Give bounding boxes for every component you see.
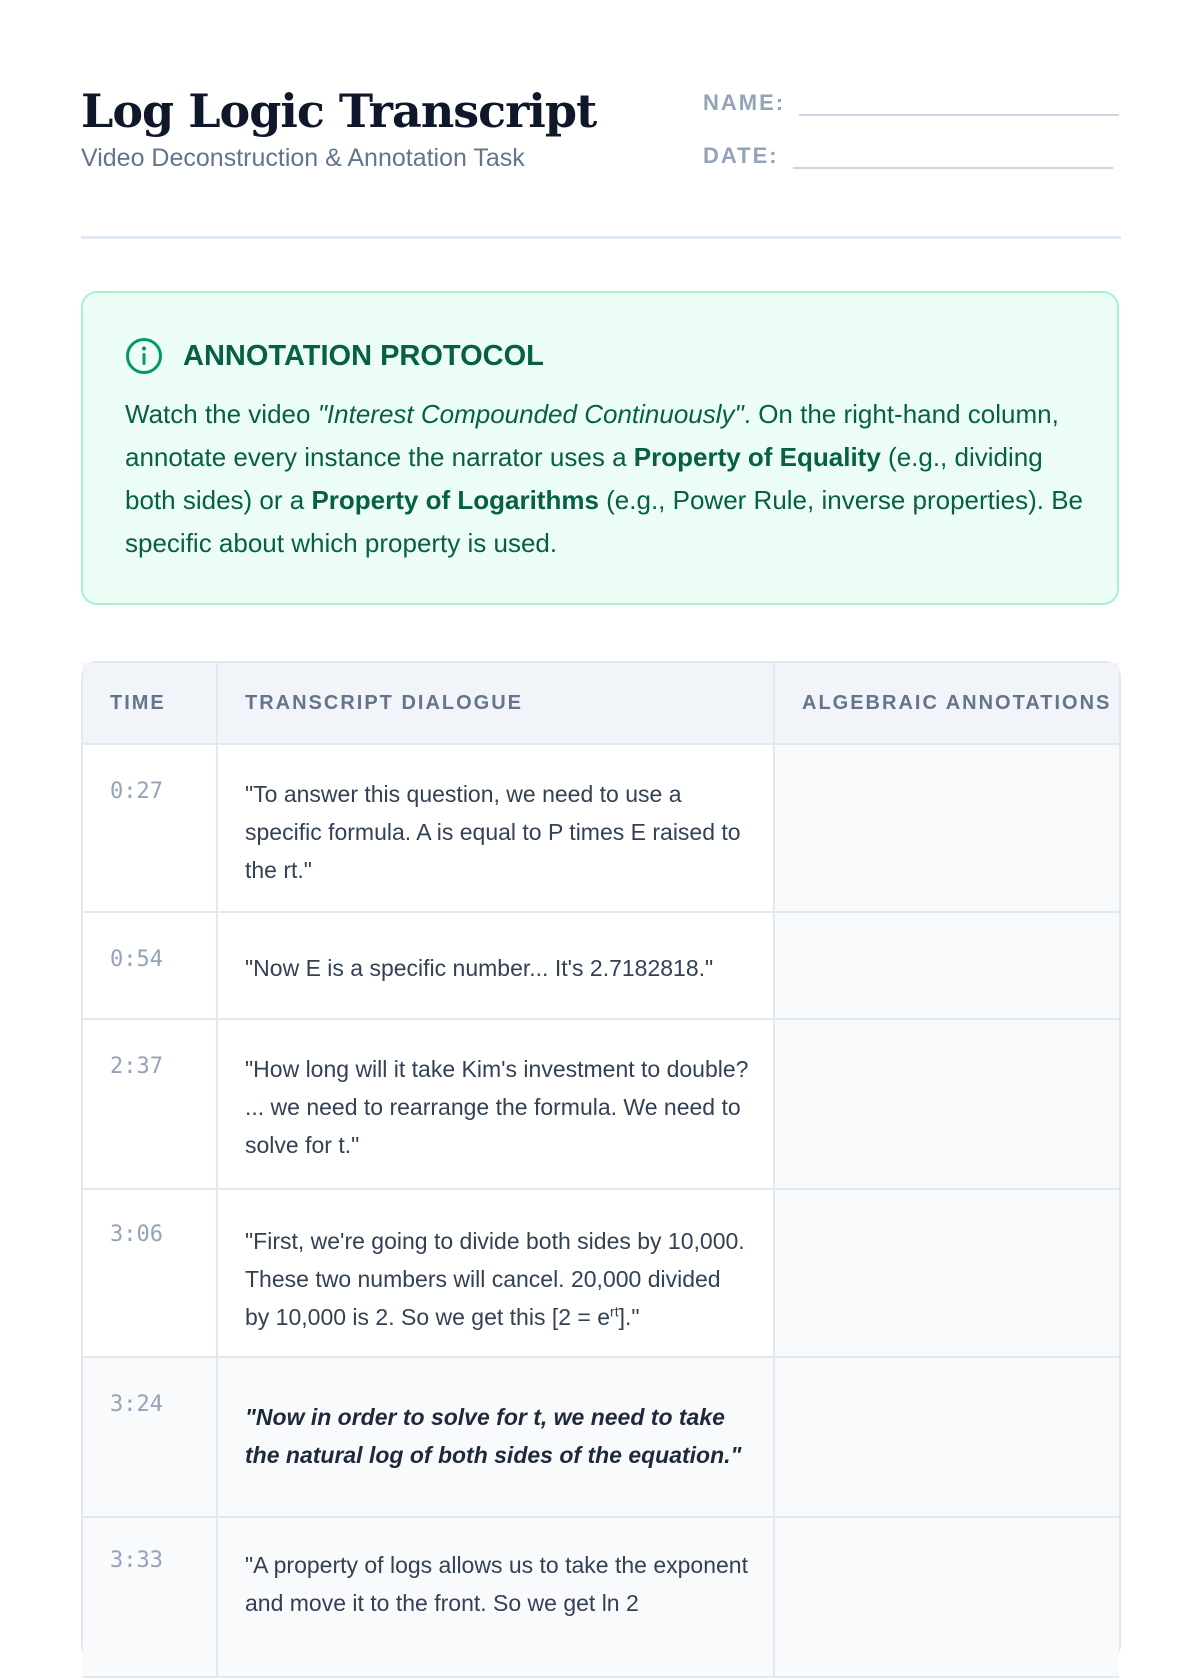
annotation-cell[interactable] (774, 744, 1119, 912)
protocol-text-2: . On the right-hand column, annotate every instance the narrator uses a (125, 399, 1059, 472)
col-header-annotations: ALGEBRAIC ANNOTATIONS (774, 663, 1119, 744)
timestamp: 2:37 (83, 1019, 217, 1189)
page-subtitle: Video Deconstruction & Annotation Task (81, 144, 525, 172)
date-field-row (703, 143, 1113, 169)
transcript-table (81, 661, 1121, 1661)
protocol-text-3: (e.g., dividing both sides) or a (125, 442, 1043, 515)
col-header-time: TIME (83, 663, 217, 744)
timestamp: 3:24 (83, 1357, 217, 1517)
table-row (83, 1019, 1119, 1189)
date-label: DATE: (703, 143, 779, 168)
col-header-transcript: TRANSCRIPT DIALOGUE (217, 663, 774, 744)
name-field[interactable] (799, 92, 1119, 116)
property-of-logarithms: Property of Logarithms (311, 485, 599, 515)
table-row (83, 744, 1119, 912)
annotation-protocol-box (81, 291, 1119, 605)
transcript-cell: "How long will it take Kim's investment to double? ... we need to rearrange the formula. We need to solve for t." (217, 1019, 774, 1189)
protocol-header (125, 337, 544, 375)
transcript-cell: "Now E is a specific number... It's 2.7182818." (217, 912, 774, 1019)
header (81, 80, 1121, 239)
property-of-equality: Property of Equality (633, 442, 881, 472)
info-icon (125, 337, 163, 375)
transcript-cell: "Now in order to solve for t, we need to take the natural log of both sides of the equation." (217, 1357, 774, 1517)
exponent: rt (610, 1303, 619, 1320)
transcript-text-end: ]." (618, 1304, 640, 1330)
protocol-title: ANNOTATION PROTOCOL (183, 339, 544, 372)
timestamp: 3:06 (83, 1189, 217, 1357)
table-row (83, 1189, 1119, 1357)
timestamp: 3:33 (83, 1517, 217, 1677)
name-field-row (703, 90, 1119, 116)
annotation-cell[interactable] (774, 1189, 1119, 1357)
table-row (83, 1357, 1119, 1517)
protocol-text-4: (e.g., Power Rule, inverse properties). Be specific about which property is used. (125, 485, 1084, 558)
annotation-cell[interactable] (774, 1517, 1119, 1677)
name-label: NAME: (703, 90, 786, 115)
annotation-cell[interactable] (774, 1357, 1119, 1517)
video-title: "Interest Compounded Continuously" (317, 399, 744, 429)
table-row (83, 1517, 1119, 1677)
timestamp: 0:54 (83, 912, 217, 1019)
annotation-cell[interactable] (774, 912, 1119, 1019)
date-field[interactable] (793, 145, 1113, 169)
transcript-cell: "To answer this question, we need to use a specific formula. A is equal to P times E raised to the rt." (217, 744, 774, 912)
annotation-cell[interactable] (774, 1019, 1119, 1189)
protocol-instructions (125, 393, 1085, 565)
table-row (83, 912, 1119, 1019)
page-title: Log Logic Transcript (81, 84, 597, 138)
transcript-cell: "A property of logs allows us to take the exponent and move it to the front. So we get ln 2 (217, 1517, 774, 1677)
table-header-row (83, 663, 1119, 744)
transcript-text: "First, we're going to divide both sides by 10,000. These two numbers will cancel. 20,000 divided by 10,000 is 2. So we get this [2 = e (245, 1228, 745, 1330)
timestamp: 0:27 (83, 744, 217, 912)
transcript-cell (217, 1189, 774, 1357)
protocol-text-1: Watch the video (125, 399, 318, 429)
